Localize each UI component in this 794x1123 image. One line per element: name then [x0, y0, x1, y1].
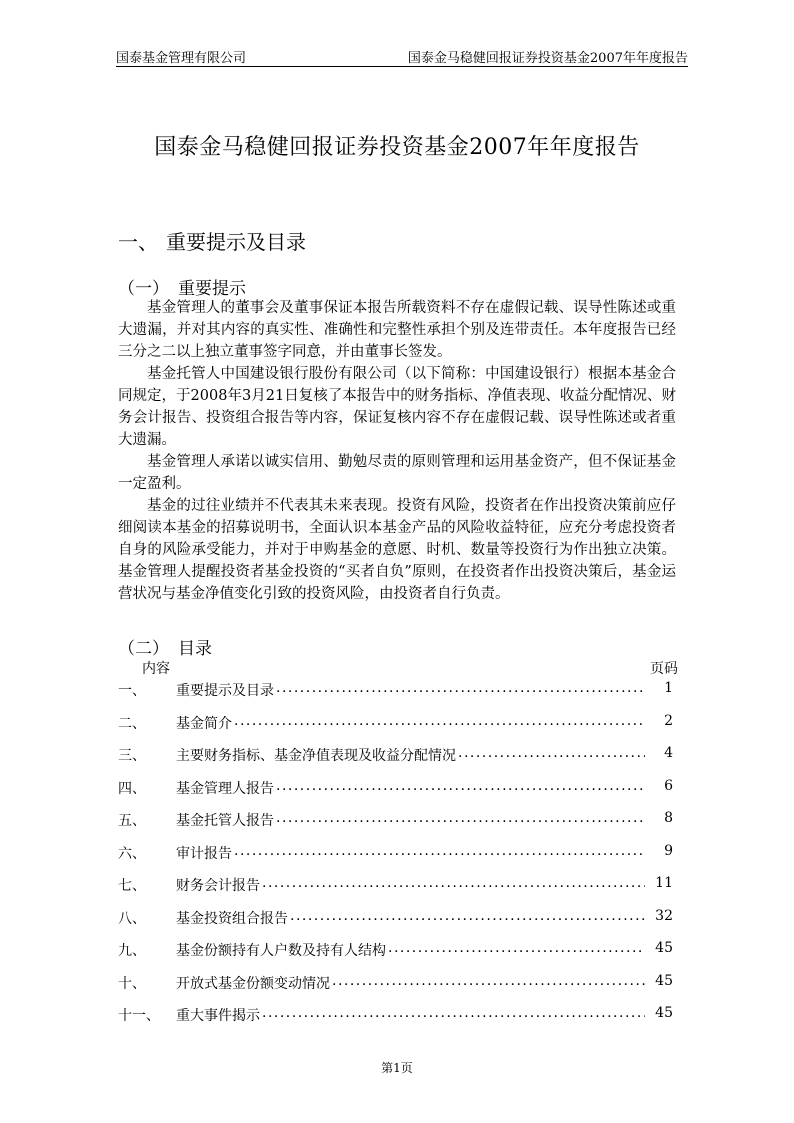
- toc-item[interactable]: [118, 745, 673, 778]
- toc-item[interactable]: [118, 875, 673, 908]
- toc-leader-dots: [274, 680, 645, 696]
- important-notice-body: [118, 297, 676, 605]
- toc-item-number: 二、: [118, 715, 146, 732]
- paragraph: 基金的过往业绩并不代表其未来表现。投资有风险，投资者在作出投资决策前应仔细阅读本基金的招募说明书，全面认识本基金产品的风险收益特征，应充分考虑投资者自身的风险承受能力，并对于申购基金的意愿、时机、数量等投资行为作出独立决策。基金管理人提醒投资者基金投资的“买者自负”原则，在投资者作出投资决策后，基金运营状况与基金净值变化引致的投资风险，由投资者自行负责。: [118, 498, 676, 602]
- toc-item-page: 32: [655, 907, 673, 924]
- toc-header: [118, 658, 678, 678]
- page-number: 第1页: [381, 1061, 413, 1075]
- toc-item-title: 重大事件揭示: [176, 1008, 260, 1024]
- toc-item[interactable]: [118, 680, 673, 713]
- toc-item-number: 八、: [118, 910, 146, 927]
- toc-item-title: 审计报告: [176, 845, 232, 862]
- toc-leader-dots: [274, 810, 645, 826]
- toc-item[interactable]: [118, 1005, 673, 1038]
- toc-item[interactable]: [118, 908, 673, 941]
- subsection-number: （二）: [118, 639, 169, 659]
- toc-item-number: 一、: [118, 683, 146, 699]
- toc-item-number: 十、: [118, 975, 146, 992]
- subsection-title: 目录: [178, 639, 212, 659]
- subsection-number: （一）: [118, 279, 169, 299]
- toc-item-title: 财务会计报告: [176, 878, 260, 894]
- toc-item-title: 基金份额持有人户数及持有人结构: [176, 943, 386, 959]
- toc-item-title: 开放式基金份额变动情况: [176, 975, 330, 992]
- toc-item-number: 九、: [118, 943, 146, 959]
- toc-item-page: 8: [664, 810, 673, 826]
- subsection-title: 重要提示: [178, 279, 246, 299]
- subsection-heading-toc: [118, 634, 212, 659]
- toc-leader-dots: [386, 940, 645, 956]
- toc-leader-dots: [274, 778, 645, 794]
- toc-item-number: 六、: [118, 845, 146, 862]
- toc-item[interactable]: [118, 713, 673, 746]
- toc-leader-dots: [260, 1005, 645, 1021]
- toc-item-page: 9: [664, 842, 673, 859]
- toc-item-title: 主要财务指标、基金净值表现及收益分配情况: [176, 748, 456, 764]
- toc-item-page: 45: [655, 940, 673, 956]
- section-number: 一、: [118, 230, 158, 254]
- section-title: 重要提示及目录: [166, 230, 306, 254]
- toc-item-page: 45: [655, 1005, 673, 1021]
- toc-item[interactable]: [118, 778, 673, 811]
- toc-item-number: 五、: [118, 813, 146, 829]
- toc-item-page: 11: [655, 875, 673, 891]
- toc-content-label: 内容: [142, 661, 170, 677]
- toc-leader-dots: [232, 843, 645, 859]
- toc-item[interactable]: [118, 843, 673, 876]
- toc-item-number: 三、: [118, 748, 146, 764]
- toc-leader-dots: [288, 908, 645, 924]
- toc-item-title: 基金托管人报告: [176, 813, 274, 829]
- toc-leader-dots: [260, 875, 645, 891]
- toc-item-number: 十一、: [118, 1008, 160, 1024]
- toc-item-page: 4: [664, 745, 673, 761]
- toc-page-label: 页码: [650, 661, 678, 677]
- paragraph: 基金管理人的董事会及董事保证本报告所载资料不存在虚假记载、误导性陈述或重大遗漏，并对其内容的真实性、准确性和完整性承担个别及连带责任。本年度报告已经三分之二以上独立董事签字同意，并由董事长签发。: [118, 300, 676, 360]
- toc-item[interactable]: [118, 810, 673, 843]
- page-header: [116, 44, 688, 67]
- toc-item-page: 6: [664, 777, 673, 794]
- toc-item-title: 基金投资组合报告: [176, 910, 288, 927]
- paragraph: 基金托管人中国建设银行股份有限公司（以下简称：中国建设银行）根据本基金合同规定，于2008年3月21日复核了本报告中的财务指标、净值表现、收益分配情况、财务会计报告、投资组合报告等内容，保证复核内容不存在虚假记载、误导性陈述或者重大遗漏。: [118, 366, 676, 448]
- toc-item-title: 重要提示及目录: [176, 683, 274, 699]
- document-title: 国泰金马稳健回报证券投资基金2007年年度报告: [154, 135, 640, 160]
- table-of-contents: [118, 680, 673, 1038]
- toc-item-page: 45: [655, 972, 673, 989]
- subsection-heading-important: [118, 274, 246, 299]
- toc-leader-dots: [232, 713, 645, 729]
- toc-leader-dots: [456, 745, 645, 761]
- header-company: 国泰基金管理有限公司: [116, 51, 247, 66]
- toc-item-number: 四、: [118, 780, 146, 797]
- toc-item[interactable]: [118, 940, 673, 973]
- toc-leader-dots: [330, 973, 645, 989]
- toc-item-page: 1: [664, 680, 673, 696]
- header-report-title: 国泰金马稳健回报证券投资基金2007年年度报告: [407, 51, 688, 66]
- paragraph: 基金管理人承诺以诚实信用、勤勉尽责的原则管理和运用基金资产，但不保证基金一定盈利。: [118, 454, 676, 492]
- toc-item-number: 七、: [118, 878, 146, 894]
- toc-item[interactable]: [118, 973, 673, 1006]
- toc-item-page: 2: [664, 712, 673, 729]
- section-heading-1: [118, 226, 306, 255]
- toc-item-title: 基金简介: [176, 715, 232, 732]
- toc-item-title: 基金管理人报告: [176, 780, 274, 797]
